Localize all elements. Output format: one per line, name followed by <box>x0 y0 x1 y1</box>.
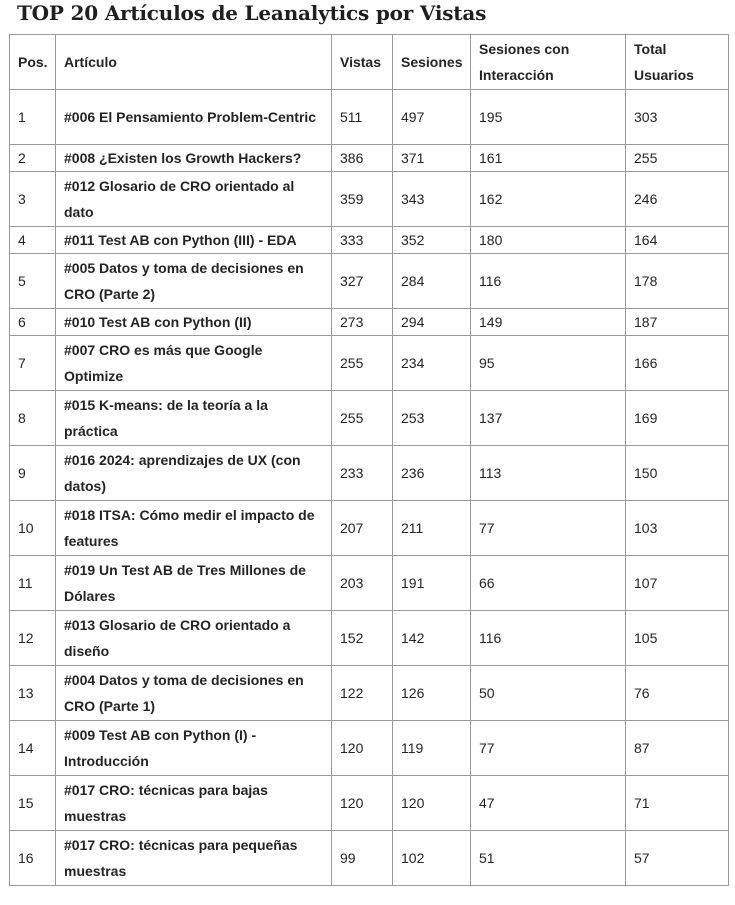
cell-total-users: 166 <box>626 336 729 391</box>
header-pos: Pos. <box>10 35 56 90</box>
cell-engaged-sessions: 195 <box>471 90 626 145</box>
cell-views: 359 <box>332 172 393 227</box>
cell-article: #008 ¿Existen los Growth Hackers? <box>56 145 332 172</box>
cell-total-users: 255 <box>626 145 729 172</box>
table-row <box>10 831 729 886</box>
cell-views: 255 <box>332 391 393 446</box>
cell-total-users: 87 <box>626 721 729 776</box>
table-row <box>10 254 729 309</box>
cell-pos: 1 <box>10 90 56 145</box>
cell-total-users: 246 <box>626 172 729 227</box>
cell-article: #007 CRO es más que Google Optimize <box>56 336 332 391</box>
cell-engaged-sessions: 113 <box>471 446 626 501</box>
cell-engaged-sessions: 77 <box>471 501 626 556</box>
cell-views: 122 <box>332 666 393 721</box>
cell-sessions: 253 <box>393 391 471 446</box>
cell-pos: 15 <box>10 776 56 831</box>
cell-pos: 7 <box>10 336 56 391</box>
cell-total-users: 164 <box>626 227 729 254</box>
cell-total-users: 169 <box>626 391 729 446</box>
cell-views: 207 <box>332 501 393 556</box>
table-row <box>10 666 729 721</box>
cell-views: 255 <box>332 336 393 391</box>
cell-pos: 9 <box>10 446 56 501</box>
cell-pos: 6 <box>10 309 56 336</box>
cell-pos: 14 <box>10 721 56 776</box>
cell-total-users: 105 <box>626 611 729 666</box>
cell-sessions: 371 <box>393 145 471 172</box>
page-title: TOP 20 Artículos de Leanalytics por Vistas <box>17 1 487 25</box>
cell-total-users: 178 <box>626 254 729 309</box>
cell-engaged-sessions: 95 <box>471 336 626 391</box>
cell-article: #019 Un Test AB de Tres Millones de Dólares <box>56 556 332 611</box>
header-total-users: Total Usuarios <box>626 35 729 90</box>
header-engaged-sessions: Sesiones con Interacción <box>471 35 626 90</box>
articles-table-container <box>9 34 728 886</box>
cell-total-users: 187 <box>626 309 729 336</box>
table-row <box>10 611 729 666</box>
cell-pos: 8 <box>10 391 56 446</box>
cell-article: #009 Test AB con Python (I) - Introducción <box>56 721 332 776</box>
table-row <box>10 309 729 336</box>
cell-article: #012 Glosario de CRO orientado al dato <box>56 172 332 227</box>
table-row <box>10 172 729 227</box>
table-row <box>10 721 729 776</box>
cell-pos: 11 <box>10 556 56 611</box>
cell-sessions: 284 <box>393 254 471 309</box>
cell-article: #017 CRO: técnicas para bajas muestras <box>56 776 332 831</box>
cell-sessions: 211 <box>393 501 471 556</box>
cell-views: 233 <box>332 446 393 501</box>
cell-article: #016 2024: aprendizajes de UX (con datos) <box>56 446 332 501</box>
articles-table <box>9 34 729 886</box>
cell-article: #011 Test AB con Python (III) - EDA <box>56 227 332 254</box>
cell-sessions: 119 <box>393 721 471 776</box>
cell-pos: 13 <box>10 666 56 721</box>
table-row <box>10 556 729 611</box>
cell-sessions: 234 <box>393 336 471 391</box>
cell-pos: 10 <box>10 501 56 556</box>
cell-views: 333 <box>332 227 393 254</box>
cell-sessions: 352 <box>393 227 471 254</box>
table-row <box>10 391 729 446</box>
cell-pos: 5 <box>10 254 56 309</box>
cell-engaged-sessions: 116 <box>471 254 626 309</box>
cell-article: #010 Test AB con Python (II) <box>56 309 332 336</box>
cell-article: #006 El Pensamiento Problem-Centric <box>56 90 332 145</box>
cell-pos: 3 <box>10 172 56 227</box>
table-row <box>10 145 729 172</box>
cell-sessions: 102 <box>393 831 471 886</box>
cell-total-users: 107 <box>626 556 729 611</box>
cell-total-users: 150 <box>626 446 729 501</box>
cell-views: 99 <box>332 831 393 886</box>
cell-sessions: 294 <box>393 309 471 336</box>
cell-engaged-sessions: 180 <box>471 227 626 254</box>
cell-sessions: 236 <box>393 446 471 501</box>
cell-sessions: 142 <box>393 611 471 666</box>
cell-engaged-sessions: 50 <box>471 666 626 721</box>
table-body <box>10 90 729 886</box>
table-row <box>10 90 729 145</box>
cell-article: #004 Datos y toma de decisiones en CRO (Parte 1) <box>56 666 332 721</box>
table-row <box>10 227 729 254</box>
cell-views: 120 <box>332 776 393 831</box>
cell-engaged-sessions: 162 <box>471 172 626 227</box>
cell-total-users: 71 <box>626 776 729 831</box>
cell-sessions: 497 <box>393 90 471 145</box>
cell-total-users: 57 <box>626 831 729 886</box>
table-row <box>10 776 729 831</box>
cell-engaged-sessions: 116 <box>471 611 626 666</box>
cell-views: 203 <box>332 556 393 611</box>
cell-engaged-sessions: 149 <box>471 309 626 336</box>
cell-engaged-sessions: 66 <box>471 556 626 611</box>
table-header-row <box>10 35 729 90</box>
cell-article: #013 Glosario de CRO orientado a diseño <box>56 611 332 666</box>
cell-article: #017 CRO: técnicas para pequeñas muestras <box>56 831 332 886</box>
cell-sessions: 120 <box>393 776 471 831</box>
table-row <box>10 446 729 501</box>
cell-engaged-sessions: 51 <box>471 831 626 886</box>
cell-views: 152 <box>332 611 393 666</box>
cell-sessions: 343 <box>393 172 471 227</box>
cell-engaged-sessions: 47 <box>471 776 626 831</box>
cell-pos: 2 <box>10 145 56 172</box>
cell-views: 386 <box>332 145 393 172</box>
header-views: Vistas <box>332 35 393 90</box>
cell-engaged-sessions: 77 <box>471 721 626 776</box>
cell-sessions: 126 <box>393 666 471 721</box>
table-row <box>10 501 729 556</box>
cell-article: #015 K-means: de la teoría a la práctica <box>56 391 332 446</box>
cell-sessions: 191 <box>393 556 471 611</box>
cell-engaged-sessions: 137 <box>471 391 626 446</box>
cell-views: 327 <box>332 254 393 309</box>
cell-article: #005 Datos y toma de decisiones en CRO (Parte 2) <box>56 254 332 309</box>
header-article: Artículo <box>56 35 332 90</box>
cell-total-users: 103 <box>626 501 729 556</box>
cell-pos: 4 <box>10 227 56 254</box>
cell-total-users: 303 <box>626 90 729 145</box>
cell-views: 120 <box>332 721 393 776</box>
header-sessions: Sesiones <box>393 35 471 90</box>
cell-article: #018 ITSA: Cómo medir el impacto de features <box>56 501 332 556</box>
cell-total-users: 76 <box>626 666 729 721</box>
table-row <box>10 336 729 391</box>
cell-pos: 16 <box>10 831 56 886</box>
cell-engaged-sessions: 161 <box>471 145 626 172</box>
cell-pos: 12 <box>10 611 56 666</box>
cell-views: 273 <box>332 309 393 336</box>
cell-views: 511 <box>332 90 393 145</box>
